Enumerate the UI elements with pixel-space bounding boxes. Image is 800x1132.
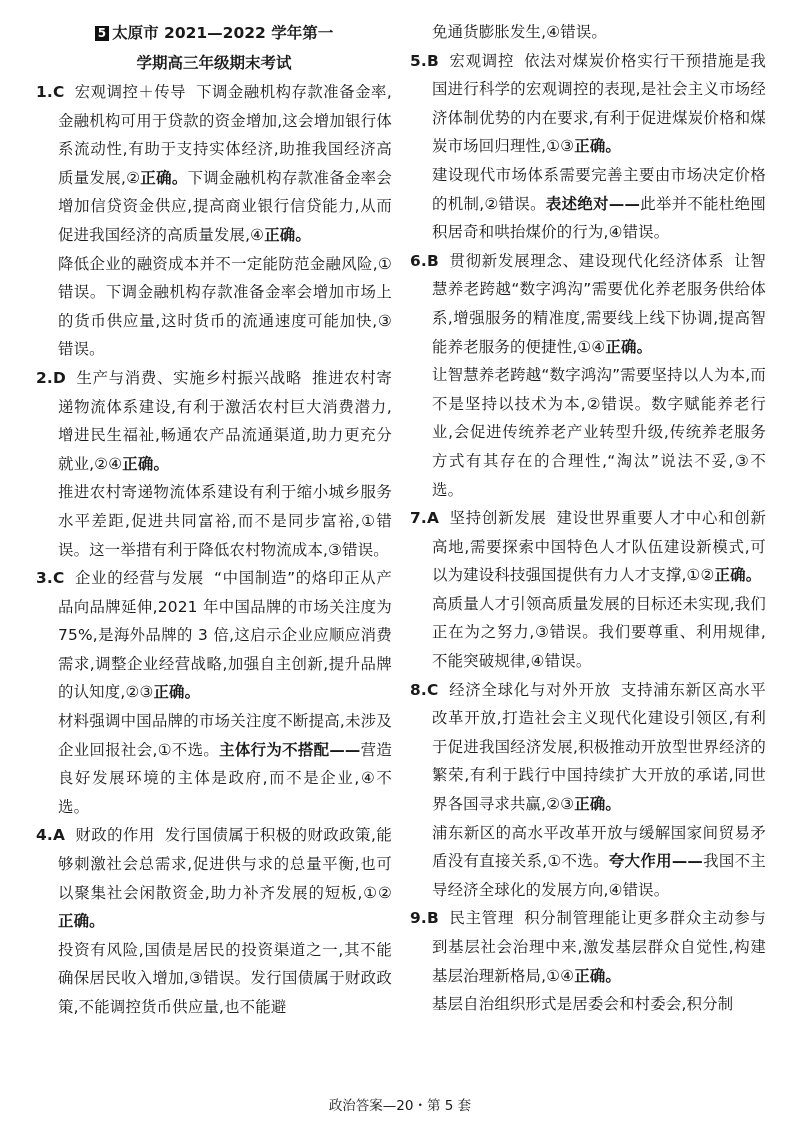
answer-topic: 宏观调控 (448, 51, 515, 70)
answer-topic: 企业的经营与发展 (74, 569, 204, 588)
answer-letter: C (52, 569, 65, 588)
answer-topic: 生产与消费、实施乡村振兴战略 (75, 368, 302, 387)
answer-item-6: 6.B 贯彻新发展理念、建设现代化经济体系 让智慧养老跨越“数字鸿沟”需要优化养老服务供给体系,增强服务的精准度,需要线上线下协调,提高智能养老服务的便捷性,①④正确。 (410, 251, 767, 356)
right-column (410, 18, 766, 1019)
answer-explanation-5: 建设现代市场体系需要完善主要由市场决定价格的机制,②错误。表述绝对——此举并不能杜绝囤积居奇和哄抬煤价的行为,④错误。 (432, 165, 767, 242)
answer-topic: 经济全球化与对外开放 (448, 680, 611, 699)
answer-item-3: 3.C 企业的经营与发展 “中国制造”的烙印正从产品向品牌延伸,2021 年中国品牌的市场关注度为 75%,是海外品牌的 3 倍,这启示企业应顺应消费需求,调整企业经营战略,加强自主创新,提升品牌的认知度,②③正确。 (36, 569, 392, 702)
answer-topic: 民主管理 (448, 909, 515, 928)
exam-title-line2: 学期高三年级期末考试 (136, 54, 292, 72)
answer-item-7: 7.A 坚持创新发展 建设世界重要人才中心和创新高地,需要探索中国特色人才队伍建设新模式,可以为建设科技强国提供有力人才支撑,①②正确。 (410, 509, 766, 585)
exam-title-line1: 太原市 2021—2022 学年第一 (112, 24, 334, 42)
answer-explanation-4: 投资有风险,国债是居民的投资渠道之一,其不能确保居民收入增加,③错误。发行国债属于财政政策,不能调控货币供应量,也不能避 (58, 940, 392, 1016)
answer-item-1: 1.C 宏观调控＋传导 下调金融机构存款准备金率,金融机构可用于贷款的资金增加,这会增加银行体系流动性,有助于支持实体经济,助推我国经济高质量发展,②正确。下调金融机构存款准备金率会增加信贷资金供应,提高商业银行信贷能力,从而促进我国经济的高质量发展,④正确。 (36, 83, 392, 244)
answer-item-9: 9.B 民主管理 积分制管理能让更多群众主动参与到基层社会治理中来,激发基层群众自觉性,构建基层治理新格局,①④正确。 (410, 909, 766, 985)
page-footer: 政治答案—20・第 5 套 (328, 1098, 472, 1114)
answer-explanation-1: 降低企业的融资成本并不一定能防范金融风险,①错误。下调金融机构存款准备金率会增加市场上的货币供应量,这时货币的流通速度可能加快,③错误。 (58, 254, 392, 359)
answer-explanation-2: 推进农村寄递物流体系建设有利于缩小城乡服务水平差距,促进共同富裕,而不是同步富裕,①错误。这一举措有利于降低农村物流成本,③错误。 (58, 483, 392, 559)
answer-item-5: 5.B 宏观调控 依法对煤炭价格实行干预措施是我国进行科学的宏观调控的表现,是社会主义市场经济体制优势的内在要求,有利于促进煤炭价格和煤炭市场回归理性,①③正确。 (410, 51, 766, 156)
set-number-badge: 5 (95, 26, 109, 41)
answer-explanation-6: 让智慧养老跨越“数字鸿沟”需要坚持以人为本,而不是坚持以技术为本,②错误。数字赋能养老行业,会促进传统养老产业转型升级,传统养老服务方式有其存在的合理性,“淘汰”说法不妥,③不选。 (432, 366, 766, 499)
answer-explanation-4-cont: 免通货膨胀发生,④错误。 (432, 23, 607, 41)
answer-letter: B (426, 909, 439, 928)
answer-explanation-3: 材料强调中国品牌的市场关注度不断提高,未涉及企业回报社会,①不选。主体行为不搭配——营造良好发展环境的主体是政府,而不是企业,④不选。 (58, 712, 393, 816)
answer-item-2: 2.D 生产与消费、实施乡村振兴战略 推进农村寄递物流体系建设,有利于激活农村巨大消费潜力,增进民生福祉,畅通农产品流通渠道,助力更充分就业,②④正确。 (36, 368, 392, 473)
answer-letter: B (426, 251, 439, 270)
answer-item-4: 4.A 财政的作用 发行国债属于积极的财政政策,能够刺激社会总需求,促进供与求的总量平衡,也可以聚集社会闲散资金,助力补齐发展的短板,①②正确。 (36, 826, 392, 931)
answer-explanation-9: 基层自治组织形式是居委会和村委会,积分制 (432, 995, 734, 1014)
answer-letter: C (426, 680, 439, 699)
answer-topic: 宏观调控＋传导 (74, 83, 187, 101)
answer-letter: A (52, 826, 66, 845)
answer-explanation-8: 浦东新区的高水平改革开放与缓解国家间贸易矛盾没有直接关系,①不选。夸大作用——我国不主导经济全球化的发展方向,④错误。 (432, 823, 766, 899)
answer-letter: C (52, 83, 65, 101)
answer-letter: A (426, 509, 440, 528)
answer-topic: 财政的作用 (75, 826, 155, 845)
answer-topic: 贯彻新发展理念、建设现代化经济体系 (448, 251, 725, 270)
answer-item-8: 8.C 经济全球化与对外开放 支持浦东新区高水平改革开放,打造社会主义现代化建设引领区,有利于促进我国经济发展,积极推动开放型世界经济的繁荣,有利于践行中国持续扩大开放的承诺,同世界各国寻求共赢,②③正确。 (410, 680, 766, 814)
exam-title (36, 18, 392, 48)
answer-topic: 坚持创新发展 (449, 509, 547, 528)
answer-letter: D (52, 368, 66, 387)
answer-letter: B (426, 51, 439, 70)
left-column (36, 18, 392, 1022)
answer-explanation-7: 高质量人才引领高质量发展的目标还未实现,我们正在为之努力,③错误。我们要尊重、利用规律,不能突破规律,④错误。 (432, 594, 766, 671)
